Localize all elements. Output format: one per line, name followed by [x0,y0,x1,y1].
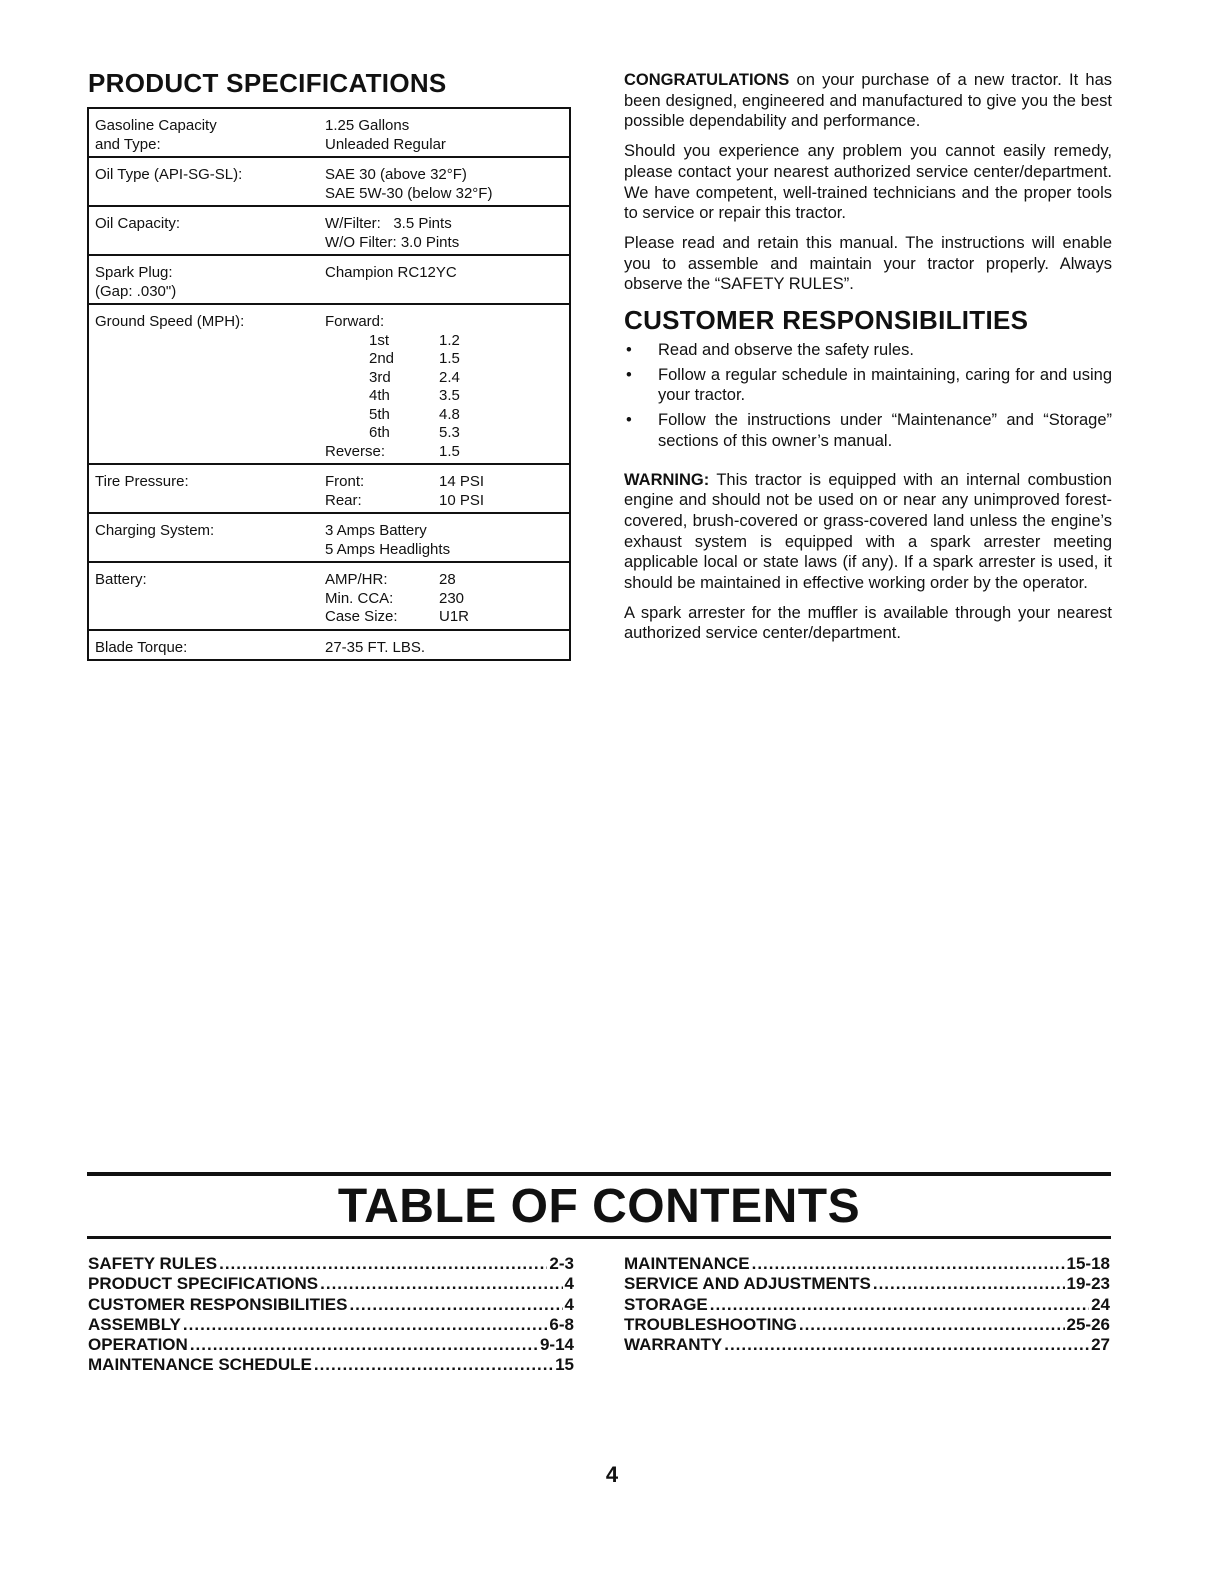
spec-pair-key: 5th [369,405,390,423]
toc-right-column [624,1254,1110,1355]
toc-leader-dots [349,1295,562,1315]
toc-entry-page: 6-8 [549,1314,574,1334]
list-item-text: Follow a regular schedule in maintaining, caring for and using your tractor. [658,365,1112,405]
toc-leader-dots [724,1335,1089,1355]
spec-label-cell [88,464,319,513]
spec-label-cell [88,562,319,630]
warning-lead: WARNING: [624,470,710,489]
toc-entry-page: 27 [1091,1335,1110,1355]
toc-entry [88,1355,574,1375]
toc-entry-page: 24 [1091,1294,1110,1314]
spec-pair-value: 230 [439,589,465,607]
spec-pair [325,443,563,462]
spec-label: Oil Type (API-SG-SL): [95,166,243,183]
spec-pair-key: Rear: [325,491,362,509]
toc-entry-label: SAFETY RULES [88,1254,218,1273]
spec-pair [325,350,563,369]
toc-entry-label: CUSTOMER RESPONSIBILITIES [88,1294,348,1314]
spec-label-cell [88,255,319,304]
toc-entry-page: 9-14 [539,1335,574,1355]
toc-entry-label: WARRANTY [624,1335,723,1355]
toc-entry-page: 4 [564,1274,574,1294]
manual-paragraph: Please read and retain this manual. The instructions will enable you to assemble and maintain your tractor properly. Always observe the “SAFETY RULES”. [624,233,1112,294]
spec-value: 5 Amps Headlights [325,540,451,558]
toc-leader-dots [320,1274,562,1294]
spec-pair-value: 3.5 [439,387,460,404]
toc-leader-dots [799,1315,1065,1335]
spec-pair-value: U1R [439,608,470,625]
toc-entry [624,1315,1110,1335]
spec-value-cell [319,304,570,464]
list-item [624,340,1112,361]
spec-value-cell [319,255,570,304]
toc-entry [624,1335,1110,1355]
spec-label: Oil Capacity: [95,215,181,232]
spec-value: Champion RC12YC [325,264,457,281]
spec-pair-key: AMP/HR: [325,571,388,588]
toc-entry-label: PRODUCT SPECIFICATIONS [88,1274,319,1294]
spec-pair-key: Front: [325,473,365,490]
congratulations-lead: CONGRATULATIONS [624,71,790,89]
spec-label-cell [88,630,319,661]
spec-pair-key: Reverse: [325,442,386,460]
toc-entry [88,1315,574,1335]
congratulations-text: on your purchase of a new tractor. It has been designed, engineered and manufactured to give you the best possible dependability and performance. [624,71,1112,131]
toc-entry-label: OPERATION [88,1335,188,1355]
toc-entry-page: 19-23 [1066,1274,1110,1294]
spec-value-cell [319,562,570,630]
spec-pair [325,571,563,590]
spec-pair [325,590,563,609]
toc-entry-page: 25-26 [1066,1314,1110,1334]
toc-title: TABLE OF CONTENTS [337,1180,861,1233]
spec-label: and Type: [95,135,161,153]
toc-top-rule [87,1172,1111,1176]
spec-pair-key: 4th [369,387,390,404]
spec-pair-value: 28 [439,571,456,588]
table-row [88,255,570,304]
spec-value: W/Filter: 3.5 Pints [325,215,452,232]
toc-entry-label: MAINTENANCE SCHEDULE [88,1355,312,1375]
toc-leader-dots [183,1315,548,1335]
warning-paragraph [624,470,1112,594]
spec-label-cell [88,108,319,157]
spec-value-cell [319,513,570,562]
toc-leader-dots [752,1254,1065,1274]
spec-value: Unleaded Regular [325,135,446,153]
list-item-text: Follow the instructions under “Maintenance” and “Storage” sections of this owner’s manual. [658,411,1112,450]
toc-leader-dots [190,1335,538,1355]
warning-text: This tractor is equipped with an internal combustion engine and should not be used on or near any unimproved forest-covered, brush-covered or grass-covered land unless the engine’s exhaust system is equipped with a spark arrester meeting applicable local or state laws (if any). If a spark arrester is used, it should be maintained in effective working order by the operator. [624,470,1112,593]
list-item [624,365,1112,406]
spec-label: (Gap: .030") [95,282,177,300]
spec-value: SAE 5W-30 (below 32°F) [325,184,493,202]
spec-pair-value: 10 PSI [439,491,485,509]
toc-entry [624,1254,1110,1274]
spec-value-cell [319,108,570,157]
toc-entry-label: MAINTENANCE [624,1254,750,1273]
spec-label: Battery: [95,571,147,588]
table-row [88,513,570,562]
spec-pair-value: 14 PSI [439,473,485,490]
table-row [88,304,570,464]
spec-value-heading: Forward: [325,313,385,330]
spec-value: 1.25 Gallons [325,117,410,134]
spec-pair [325,608,563,627]
table-row [88,630,570,661]
spec-label: Blade Torque: [95,638,188,656]
table-row [88,157,570,206]
toc-entry-label: ASSEMBLY [88,1314,181,1334]
toc-bottom-rule [87,1236,1111,1239]
spec-pair-key: 2nd [369,350,395,367]
spec-pair-value: 4.8 [439,405,460,423]
toc-entry-page: 4 [564,1294,574,1314]
spec-label-cell [88,206,319,255]
spec-pair-key: 3rd [369,368,391,386]
spec-pair-key: Min. CCA: [325,589,394,607]
spec-pair-value: 1.5 [439,350,460,367]
spec-pair-value: 5.3 [439,424,460,441]
toc-leader-dots [219,1254,547,1274]
toc-entry-label: TROUBLESHOOTING [624,1314,797,1334]
spec-pair [325,492,563,511]
table-row [88,108,570,157]
spec-pair [325,387,563,406]
toc-entry [88,1335,574,1355]
spec-label: Charging System: [95,522,215,539]
toc-entry-page: 2-3 [549,1254,574,1273]
customer-responsibilities-heading: CUSTOMER RESPONSIBILITIES [624,305,1029,336]
table-row [88,206,570,255]
spec-pair-key: 1st [369,331,390,349]
spec-pair [325,473,563,492]
problem-paragraph: Should you experience any problem you cannot easily remedy, please contact your nearest authorized service center/department. We have competent, well-trained technicians and the proper tools to service or repair this tractor. [624,142,1112,223]
bullet-icon: • [626,365,632,384]
bullet-icon: • [626,411,632,430]
spec-value-cell [319,630,570,661]
toc-leader-dots [873,1274,1065,1294]
list-item-text: Read and observe the safety rules. [658,341,914,360]
toc-entry [88,1274,574,1294]
toc-entry-label: STORAGE [624,1294,708,1314]
spec-label: Spark Plug: [95,264,173,281]
spec-pair [325,406,563,425]
spec-pair-key: 6th [369,424,390,441]
toc-entry-page: 15 [555,1355,574,1375]
spec-label-cell [88,304,319,464]
spec-pair [325,332,563,351]
spec-pair [325,424,563,443]
intro-column [624,70,1112,653]
specifications-table [87,107,571,661]
spec-pair [325,369,563,388]
table-row [88,464,570,513]
spec-label: Tire Pressure: [95,473,189,490]
list-item [624,410,1112,451]
page-number: 4 [605,1462,619,1487]
table-row [88,562,570,630]
toc-leader-dots [314,1355,553,1375]
spec-label-cell [88,157,319,206]
spec-pair-value: 2.4 [439,368,460,386]
spark-arrester-paragraph: A spark arrester for the muffler is available through your nearest authorized service center/department. [624,603,1112,643]
spec-label-cell [88,513,319,562]
spec-value-cell [319,464,570,513]
spec-value: 27-35 FT. LBS. [325,638,426,656]
spec-pair-value: 1.2 [439,331,460,349]
toc-entry [88,1254,574,1274]
spec-value: W/O Filter: 3.0 Pints [325,233,460,251]
congratulations-paragraph [624,70,1112,132]
specifications-heading: PRODUCT SPECIFICATIONS [88,68,447,98]
toc-entry-page: 15-18 [1066,1254,1110,1273]
spec-value: 3 Amps Battery [325,522,427,539]
spec-value-cell [319,157,570,206]
spec-pair-key: Case Size: [325,608,398,625]
toc-entry [624,1274,1110,1294]
toc-leader-dots [710,1295,1089,1315]
responsibilities-list [624,340,1112,452]
bullet-icon: • [626,341,632,360]
spec-pair-value: 1.5 [439,442,460,460]
spec-value-cell [319,206,570,255]
toc-entry-label: SERVICE AND ADJUSTMENTS [624,1274,871,1294]
spec-value: SAE 30 (above 32°F) [325,166,467,183]
toc-left-column [88,1254,574,1376]
toc-entry [624,1295,1110,1315]
spec-label: Ground Speed (MPH): [95,313,245,330]
spec-label: Gasoline Capacity [95,117,217,134]
toc-entry [88,1295,574,1315]
